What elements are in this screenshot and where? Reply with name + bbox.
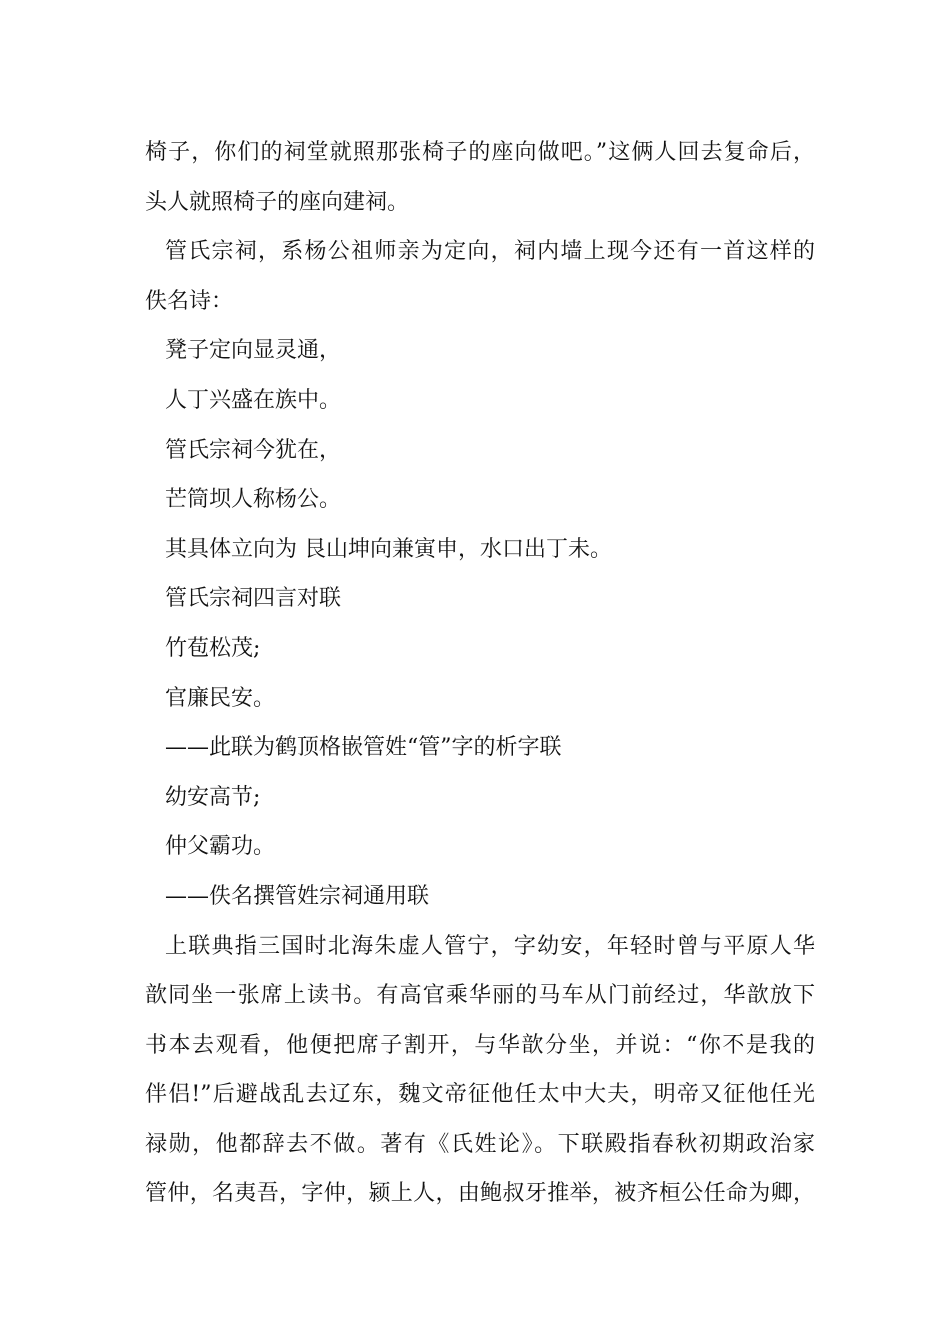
paragraph-line: 书本去观看，他便把席子割开，与华歆分坐，并说：“你不是我的 (145, 1032, 815, 1058)
paragraph-line: 佚名诗： (145, 288, 234, 314)
poem-line: 凳子定向显灵通， (165, 338, 342, 364)
paragraph-line: 上联典指三国时北海朱虚人管宁，字幼安，年轻时曾与平原人华 (165, 933, 815, 959)
paragraph-line: 椅子，你们的祠堂就照那张椅子的座向做吧。”这俩人回去复命后， (145, 140, 815, 165)
poem-line: 管氏宗祠今犹在， (165, 437, 342, 463)
paragraph-line: 禄勋，他都辞去不做。著有《氏姓论》。下联殿指春秋初期政治家 (145, 1131, 815, 1157)
couplet-note: ——此联为鹤顶格嵌管姓“管”字的析字联 (165, 735, 562, 761)
couplet-note: ——佚名撰管姓宗祠通用联 (165, 883, 430, 909)
section-heading: 管氏宗祠四言对联 (165, 586, 342, 612)
paragraph-line: 头人就照椅子的座向建祠。 (145, 189, 410, 215)
couplet-line: 官廉民安。 (165, 685, 276, 711)
couplet-line: 仲父霸功。 (165, 834, 276, 860)
paragraph-line: 歆同坐一张席上读书。有高官乘华丽的马车从门前经过，华歆放下 (145, 983, 815, 1009)
orientation-note: 其具体立向为 艮山坤向兼寅申，水口出丁未。 (165, 536, 612, 562)
document-body (145, 128, 815, 1219)
paragraph-line: 管仲，名夷吾，字仲，颍上人，由鲍叔牙推举，被齐桓公任命为卿， (145, 1181, 815, 1207)
couplet-line: 竹苞松茂; (165, 635, 261, 661)
couplet-line: 幼安高节; (165, 784, 261, 810)
poem-line: 人丁兴盛在族中。 (165, 387, 342, 413)
paragraph-line: 伴侣!”后避战乱去辽东，魏文帝征他任太中大夫，明帝又征他任光 (145, 1082, 815, 1108)
poem-line: 芒筒坝人称杨公。 (165, 487, 342, 513)
paragraph-line: 管氏宗祠，系杨公祖师亲为定向，祠内墙上现今还有一首这样的 (165, 239, 815, 265)
